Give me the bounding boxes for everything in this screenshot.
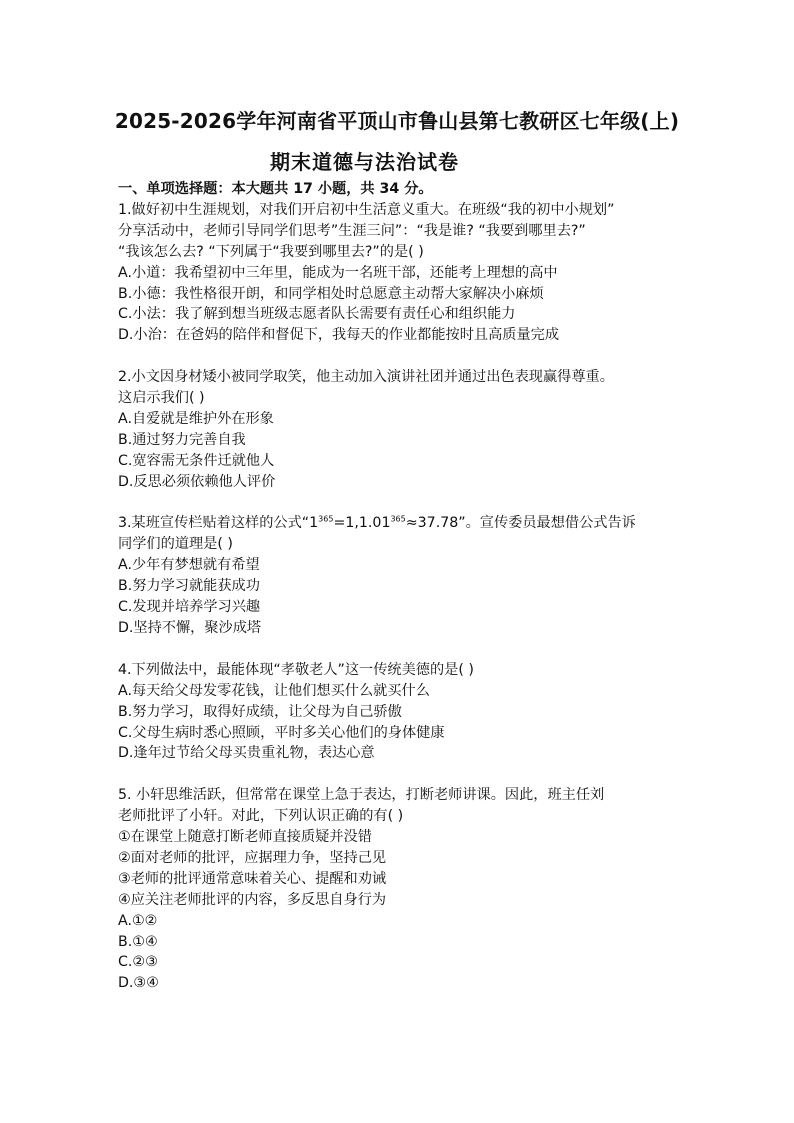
option-d: D.坚持不懈，聚沙成塔	[118, 620, 262, 636]
option-d: D.逢年过节给父母买贵重礼物，表达心意	[118, 745, 375, 762]
exponent: 365	[318, 514, 334, 524]
option-a: A.每天给父母发零花钱，让他们想买什么就买什么	[118, 682, 430, 699]
option-d: D.小治：在爸妈的陪伴和督促下，我每天的作业都能按时且高质量完成	[118, 327, 560, 344]
exam-subtitle: 期末道德与法治试卷	[270, 150, 459, 174]
question-2	[118, 367, 698, 492]
option-b: B.努力学习，取得好成绩，让父母为自己骄傲	[118, 703, 402, 720]
stem-text: =1,1.01	[333, 515, 391, 532]
option-b: B.①④	[118, 933, 158, 950]
option-c: C.②③	[118, 954, 158, 971]
exponent: 365	[390, 514, 406, 524]
spacer	[118, 493, 698, 514]
stem-text: ≈37.78”。宣传委员最想借公式告诉	[405, 515, 636, 532]
option-c: C.发现并培养学习兴趣	[118, 599, 261, 616]
question-1	[118, 200, 698, 346]
spacer	[118, 346, 698, 367]
exam-content	[118, 179, 698, 994]
question-stem-line: “我该怎么去? “下列属于“我要到哪里去?”的是( )	[118, 243, 424, 260]
spacer	[118, 639, 698, 660]
option-b: B.通过努力完善自我	[118, 431, 246, 448]
option-b: B.小德：我性格很开朗，和同学相处时总愿意主动帮大家解决小麻烦	[118, 285, 544, 302]
statement-1: ①在课堂上随意打断老师直接质疑并没错	[118, 829, 372, 846]
question-stem-line	[118, 513, 698, 534]
question-stem-line: 老师批评了小轩。对此，下列认识正确的有( )	[118, 808, 404, 825]
question-5	[118, 785, 698, 994]
option-c: C.小法：我了解到想当班级志愿者队长需要有责任心和组织能力	[118, 306, 516, 323]
statement-4: ④应关注老师批评的内容，多反思自身行为	[118, 891, 387, 908]
question-stem-line: 2.小文因身材矮小被同学取笑，他主动加入演讲社团并通过出色表现赢得尊重。	[118, 369, 614, 386]
section-heading: 一、单项选择题：本大题共 17 小题，共 34 分。	[118, 181, 433, 197]
option-c: C.父母生病时悉心照顾，平时多关心他们的身体健康	[118, 724, 445, 741]
question-stem-line: 同学们的道理是( )	[118, 536, 233, 553]
option-b: B.努力学习就能获成功	[118, 578, 260, 595]
spacer	[118, 764, 698, 785]
statement-2: ②面对老师的批评，应据理力争，坚持己见	[118, 849, 387, 866]
option-a: A.少年有梦想就有希望	[118, 557, 260, 574]
option-d: D.反思必须依赖他人评价	[118, 473, 276, 490]
question-4	[118, 660, 698, 765]
question-stem-line: 4.下列做法中，最能体现“孝敬老人”这一传统美德的是( )	[118, 661, 474, 678]
option-c: C.宽容需无条件迁就他人	[118, 452, 275, 469]
option-d: D.③④	[118, 975, 159, 992]
question-stem-line: 5. 小轩思维活跃，但常常在课堂上急于表达，打断老师讲课。因此，班主任刘	[118, 787, 605, 804]
option-a: A.小道：我希望初中三年里，能成为一名班干部，还能考上理想的高中	[118, 264, 558, 281]
question-stem-line: 这启示我们( )	[118, 390, 205, 407]
option-a: A.①②	[118, 912, 158, 929]
question-3	[118, 513, 698, 638]
question-stem-line: 分享活动中，老师引导同学们思考”生涯三问”：“我是谁? “我要到哪里去?”	[118, 222, 586, 239]
exam-title: 2025-2026学年河南省平顶山市鲁山县第七教研区七年级(上)	[114, 109, 680, 133]
question-stem-line: 1.做好初中生涯规划，对我们开启初中生活意义重大。在班级“我的初中小规划”	[118, 201, 615, 218]
option-a: A.自爱就是维护外在形象	[118, 410, 274, 427]
statement-3: ③老师的批评通常意味着关心、提醒和劝诫	[118, 870, 387, 887]
stem-text: 3.某班宣传栏贴着这样的公式“1	[118, 515, 319, 532]
